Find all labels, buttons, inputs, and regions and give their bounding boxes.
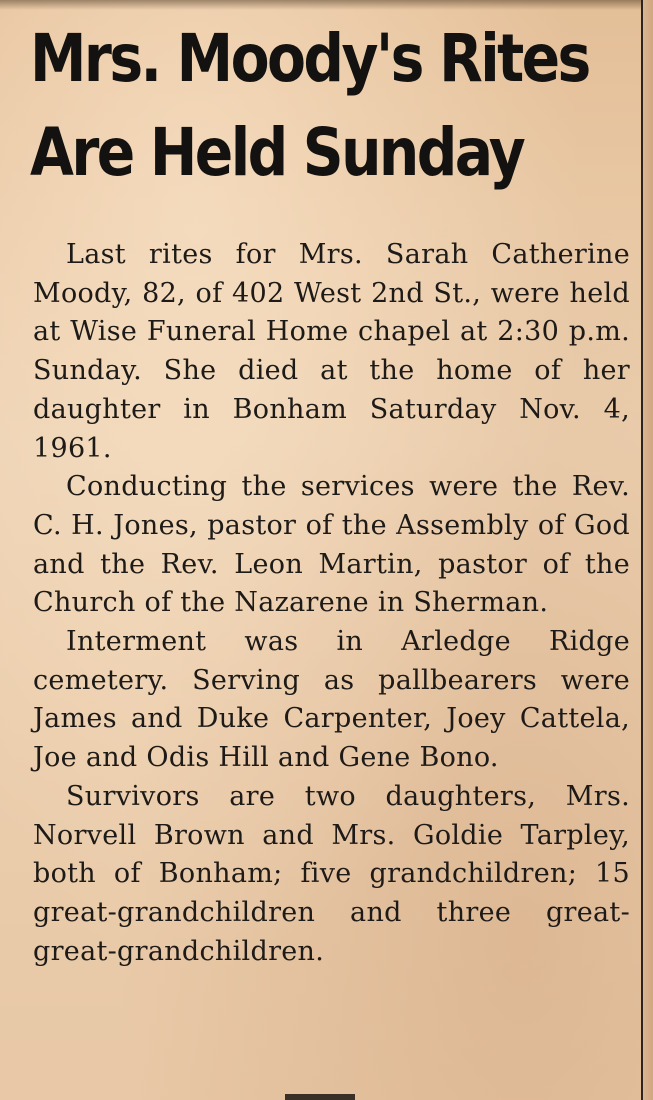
article-paragraph-services: Conducting the services were the Rev. C. H. Jones, pastor of the Assembly of God and the Rev. Leon Martin, pastor of the Church of the Nazarene in Sherman. bbox=[33, 471, 630, 619]
headline-line-2: Are Held Sunday bbox=[30, 114, 524, 191]
clipping-right-edge bbox=[643, 0, 653, 1100]
headline bbox=[30, 12, 589, 200]
clipping-top-edge bbox=[0, 0, 653, 10]
headline-line-1: Mrs. Moody's Rites bbox=[30, 20, 589, 97]
article-paragraph-rites: Last rites for Mrs. Sarah Catherine Moody, 82, of 402 West 2nd St., were held at Wise Funeral Home chapel at 2:30 p.m. Sunday. She died at the home of her daughter in Bonham Saturday Nov. 4, 1961. bbox=[33, 239, 630, 464]
obituary-article bbox=[33, 236, 630, 971]
article-paragraph-interment: Interment was in Arledge Ridge cemetery. Serving as pallbearers were James and Duke Carpenter, Joey Cattela, Joe and Odis Hill and Gene Bono. bbox=[33, 626, 630, 774]
column-rule bbox=[641, 0, 643, 1100]
column-end-mark bbox=[285, 1094, 355, 1100]
article-paragraph-survivors: Survivors are two daughters, Mrs. Norvell Brown and Mrs. Goldie Tarpley, both of Bonham; five grandchildren; 15 great-grandchildren and three great-great-grandchildren. bbox=[33, 780, 630, 967]
